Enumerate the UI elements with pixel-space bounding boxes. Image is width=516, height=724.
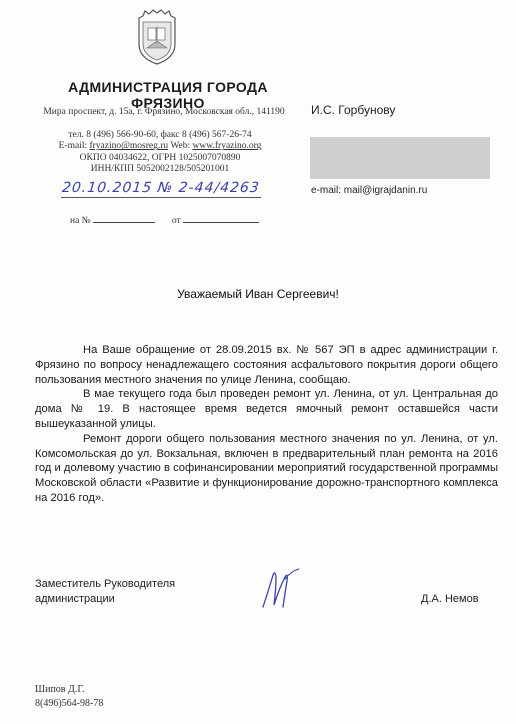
body-paragraph: На Ваше обращение от 28.09.2015 вх. № 567 ЭП в адрес администрации г. Фрязино по вопросу ненадлежащего состояния асфальтового покрытия дороги общего пользования местного значения по улице Ленина, сообщаю. <box>35 344 498 386</box>
coat-of-arms-icon <box>135 8 179 66</box>
ref-date-blank <box>183 214 259 223</box>
phone-fax: тел. 8 (496) 566-90-60, факс 8 (496) 567-26-74 <box>68 130 252 140</box>
outgoing-registration <box>61 180 283 196</box>
outgoing-underline <box>61 197 261 198</box>
signatory-name: Д.А. Немов <box>421 593 479 605</box>
recipient-email: e-mail: mail@igrajdanin.ru <box>311 185 428 196</box>
email-web-line <box>40 141 280 152</box>
reference-line <box>70 214 290 226</box>
executor-phone: 8(496)564-98-78 <box>35 698 104 709</box>
outgoing-date: 20.10.2015 <box>61 180 154 196</box>
org-contacts <box>40 130 280 176</box>
signatory-title-line2: администрации <box>35 593 115 605</box>
ref-number-blank <box>93 214 155 223</box>
body-paragraph: В мае текущего года был проведен ремонт ул. Ленина, от ул. Центральная до дома № 19. В настоящее время ведется ямочный ремонт оставшейся части вышеуказанной улицы. <box>35 388 498 430</box>
email-link[interactable]: fryazino@mosreg.ru <box>89 141 169 152</box>
executor-name: Шипов Д.Г. <box>35 684 85 695</box>
org-name: АДМИНИСТРАЦИЯ ГОРОДА ФРЯЗИНО <box>68 79 268 111</box>
okpo-ogrn: ОКПО 04034622, ОГРН 1025007070890 <box>79 152 241 163</box>
email-label: E-mail: <box>58 141 90 152</box>
ref-number-label: на № <box>70 216 91 226</box>
executor-info <box>35 683 185 711</box>
salutation: Уважаемый Иван Сергеевич! <box>177 287 339 301</box>
signatory-title <box>35 577 235 607</box>
handwritten-signature-icon <box>255 567 305 612</box>
signatory-title-line1: Заместитель Руководителя <box>35 578 176 590</box>
inn-kpp: ИНН/КПП 5052002128/505201001 <box>90 164 230 175</box>
web-link[interactable]: www.fryazino.org <box>192 141 262 152</box>
outgoing-number: № 2-44/4263 <box>156 180 261 196</box>
org-address: Мира проспект, д. 15а, г. Фрязино, Московская обл., 141190 <box>43 107 285 117</box>
ref-date-label: от <box>171 216 181 226</box>
recipient-name: И.С. Горбунову <box>311 103 396 117</box>
redacted-address-block <box>310 137 490 179</box>
letter-body <box>35 343 498 506</box>
body-paragraph: Ремонт дороги общего пользования местного значения по ул. Ленина, от ул. Комсомольская до ул. Вокзальная, включен в предварительный план ремонта на 2016 год и долевому участию в софинансировании мероприятий государственной программы Московской области «Развитие и функционирование дорожно-транспортного комплекса на 2016 год». <box>35 432 498 504</box>
web-label: Web: <box>168 141 193 152</box>
